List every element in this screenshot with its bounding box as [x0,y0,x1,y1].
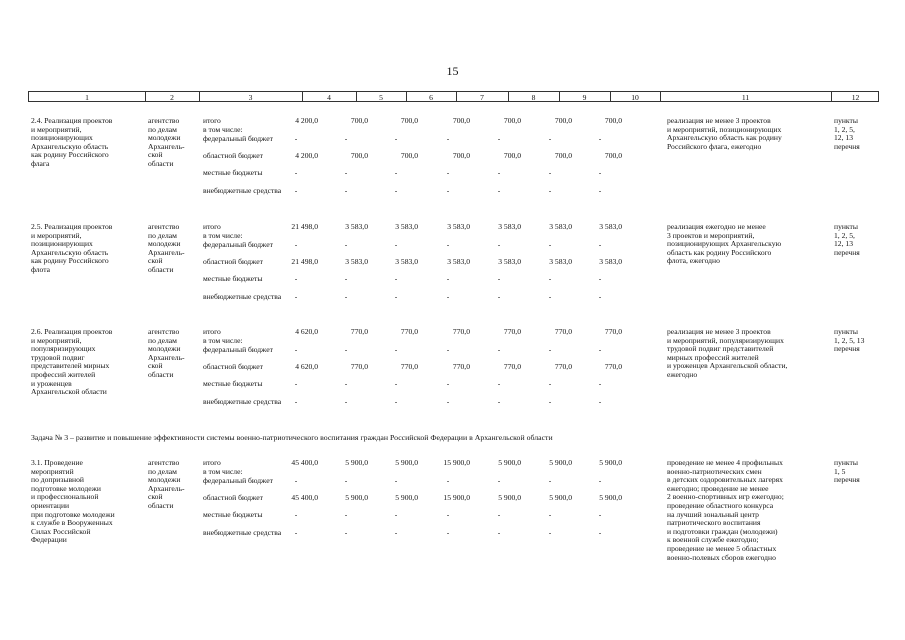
executor-line: ской [148,256,163,266]
total-value: 3 583,0 [549,222,572,231]
result-line: 2 военно-спортивных игр ежегодно; [667,492,784,502]
executor-line: области [148,370,174,379]
funding-source-label: местные бюджеты [203,379,263,388]
activity-name-line: и мероприятий, [31,230,82,240]
result-line: область как родину Российского [667,247,772,257]
list-points-line: 1, 2, 5, 13 [834,335,865,345]
funding-source-label: областной бюджет [203,362,263,371]
funding-source-label: областной бюджет [203,493,263,502]
funding-source-label: местные бюджеты [203,274,263,283]
federal-value: - [497,476,501,485]
extrabudget-value: - [446,186,450,195]
total-value: 770,0 [400,327,418,336]
funding-source-label: федеральный бюджет [203,134,273,143]
total-value: 3 583,0 [395,222,418,231]
header-col-6: 6 [429,93,433,102]
activity-name-line: Силах Российской [31,526,91,536]
activity-name-line: и профессиональной [31,492,99,502]
header-col-10: 10 [631,93,639,102]
activity-name-line: 2.4. Реализация проектов [31,116,113,125]
local-value: - [294,510,298,519]
local-value: - [294,379,298,388]
activity-name-line: подготовке молодежи [31,483,101,493]
regional-value: 700,0 [400,151,418,160]
funding-source-label: внебюджетные средства [203,292,282,301]
local-value: - [394,379,398,388]
regional-value: 770,0 [452,362,470,371]
local-value: - [548,510,552,519]
federal-value: - [344,345,348,354]
activity-name-line: по допризывной [31,475,84,485]
executor-line: молодежи [148,475,181,485]
header-col-3: 3 [248,93,253,102]
federal-value: - [497,240,501,249]
federal-value: - [294,134,298,143]
result-line: военно-патриотических смен [667,466,762,476]
local-value: - [548,168,552,177]
activity-name-line: как родину Российского [31,256,109,266]
funding-source-label: итого [203,458,221,467]
result-line: трудовой подвиг представителей [667,344,774,354]
federal-value: - [394,345,398,354]
header-col-11: 11 [741,93,750,102]
extrabudget-value: - [446,528,450,537]
federal-value: - [548,240,552,249]
regional-value: 770,0 [350,362,368,371]
total-value: 5 900,0 [395,458,418,467]
total-value: 700,0 [554,116,572,125]
executor-line: ской [148,492,163,502]
extrabudget-value: - [548,186,552,195]
result-line: и мероприятий, позиционирующих [667,124,782,134]
list-points-line: перечня [834,344,860,354]
executor-line: Архангель- [148,483,185,493]
executor-line: агентство [148,116,180,125]
list-points-line: 12, 13 [834,239,853,249]
extrabudget-value: - [548,528,552,537]
total-value: 5 900,0 [345,458,368,467]
federal-value: - [548,345,552,354]
local-value: - [446,274,450,283]
funding-source-label: в том числе: [203,335,243,345]
result-line: реализация ежегодно не менее [667,222,766,231]
extrabudget-value: - [497,397,501,406]
total-value: 4 620,0 [295,327,318,336]
total-value: 770,0 [350,327,368,336]
result-line: патриотического воспитания [667,518,761,528]
local-value: - [497,510,501,519]
executor-line: молодежи [148,239,181,249]
result-line: к военной службе ежегодно; [667,535,759,545]
activity-name-line: 2.5. Реализация проектов [31,222,113,231]
local-value: - [344,168,348,177]
regional-value: 21 498,0 [291,257,318,266]
result-line: проведение не менее 5 областных [667,544,777,553]
local-value: - [294,168,298,177]
regional-value: 3 583,0 [549,257,572,266]
regional-value: 4 200,0 [295,151,318,160]
executor-line: молодежи [148,344,181,354]
activity-name-line: ориентации [31,501,70,510]
list-points-line: 1, 5 [834,466,846,476]
list-points-line: 1, 2, 5, [834,230,855,240]
activity-name-line: и мероприятий, [31,124,82,134]
activity-name-line: Архангельской области [31,387,107,397]
total-value: 3 583,0 [345,222,368,231]
activity-name-line: и уроженцев [31,378,72,388]
funding-source-label: федеральный бюджет [203,345,273,354]
funding-source-label: местные бюджеты [203,510,263,519]
regional-value: 700,0 [452,151,470,160]
activity-name-line: 2.6. Реализация проектов [31,327,113,336]
result-line: и мероприятий, популяризирующих [667,335,784,345]
extrabudget-value: - [394,528,398,537]
federal-value: - [394,240,398,249]
list-points-line: пункты [834,116,858,125]
regional-value: 700,0 [604,151,622,160]
result-line: ежегодно [667,370,698,379]
funding-source-label: внебюджетные средства [203,397,282,406]
activity-name-line: популяризирующих [31,344,96,354]
funding-source-label: итого [203,327,221,336]
extrabudget-value: - [497,186,501,195]
total-value: 770,0 [554,327,572,336]
extrabudget-value: - [344,186,348,195]
funding-source-label: федеральный бюджет [203,476,273,485]
total-value: 3 583,0 [498,222,521,231]
result-line: и подготовки граждан (молодежи) [667,526,778,536]
federal-value: - [446,476,450,485]
federal-value: - [598,476,602,485]
executor-line: области [148,265,174,274]
activity-name-line: Архангельскую область [31,141,109,151]
local-value: - [598,168,602,177]
local-value: - [446,379,450,388]
list-points-line: 12, 13 [834,133,853,143]
total-value: 5 900,0 [498,458,521,467]
federal-value: - [446,134,450,143]
regional-value: 700,0 [350,151,368,160]
result-line: мирных профессий жителей [667,352,759,362]
local-value: - [446,168,450,177]
result-line: на лучший зональный центр [667,509,759,519]
executor-line: по делам [148,335,177,345]
local-value: - [394,168,398,177]
executor-line: Архангель- [148,247,185,257]
regional-value: 770,0 [400,362,418,371]
funding-source-label: местные бюджеты [203,168,263,177]
total-value: 21 498,0 [291,222,318,231]
federal-value: - [394,476,398,485]
extrabudget-value: - [598,397,602,406]
total-value: 700,0 [452,116,470,125]
local-value: - [394,510,398,519]
extrabudget-value: - [344,397,348,406]
list-points-line: перечня [834,141,860,151]
executor-line: по делам [148,466,177,476]
funding-source-label: федеральный бюджет [203,240,273,249]
total-value: 770,0 [604,327,622,336]
activity-name-line: 3.1. Проведение [31,458,83,467]
extrabudget-value: - [394,292,398,301]
local-value: - [497,379,501,388]
regional-value: 770,0 [554,362,572,371]
federal-value: - [394,134,398,143]
extrabudget-value: - [294,186,298,195]
extrabudget-value: - [294,397,298,406]
federal-value: - [497,345,501,354]
total-value: 770,0 [452,327,470,336]
extrabudget-value: - [446,292,450,301]
extrabudget-value: - [598,528,602,537]
extrabudget-value: - [497,528,501,537]
funding-source-label: в том числе: [203,124,243,134]
funding-source-label: внебюджетные средства [203,528,282,537]
regional-value: 3 583,0 [498,257,521,266]
executor-line: по делам [148,124,177,134]
federal-value: - [598,240,602,249]
regional-value: 5 900,0 [395,493,418,502]
federal-value: - [344,240,348,249]
regional-value: 5 900,0 [345,493,368,502]
total-value: 700,0 [350,116,368,125]
local-value: - [598,510,602,519]
table-header-row [28,91,879,102]
activity-name-line: позиционирующих [31,133,93,143]
federal-value: - [446,240,450,249]
total-value: 15 900,0 [443,458,470,467]
extrabudget-value: - [294,528,298,537]
executor-line: Архангель- [148,352,185,362]
activity-name-line: Архангельскую область [31,247,109,257]
activity-name-line: профессий жителей [31,370,96,379]
funding-source-label: итого [203,116,221,125]
list-points-line: 1, 2, 5, [834,124,855,134]
executor-line: по делам [148,230,177,240]
local-value: - [446,510,450,519]
executor-line: ской [148,361,163,371]
extrabudget-value: - [598,292,602,301]
funding-source-label: в том числе: [203,230,243,240]
result-line: Архангельскую область как родину [667,133,782,143]
regional-value: 3 583,0 [599,257,622,266]
federal-value: - [344,134,348,143]
funding-source-label: областной бюджет [203,257,263,266]
regional-value: 3 583,0 [395,257,418,266]
extrabudget-value: - [598,186,602,195]
total-value: 700,0 [400,116,418,125]
local-value: - [598,379,602,388]
federal-value: - [598,345,602,354]
federal-value: - [294,476,298,485]
executor-line: молодежи [148,133,181,143]
page-number: 15 [446,64,459,78]
local-value: - [344,379,348,388]
local-value: - [344,510,348,519]
result-line: проведение не менее 4 профильных [667,458,783,467]
executor-line: агентство [148,327,180,336]
header-col-5: 5 [379,93,383,102]
federal-value: - [294,345,298,354]
list-points-line: перечня [834,475,860,485]
list-points-line: пункты [834,222,858,231]
activity-name-line: позиционирующих [31,239,93,249]
activity-name-line: и мероприятий, [31,335,82,345]
result-line: в детских оздоровительных лагерях [667,475,783,485]
result-line: Российского флага, ежегодно [667,141,762,151]
result-line: флота, ежегодно [667,256,720,266]
federal-value: - [548,134,552,143]
total-value: 5 900,0 [549,458,572,467]
total-value: 770,0 [503,327,521,336]
extrabudget-value: - [446,397,450,406]
executor-line: агентство [148,222,180,231]
regional-value: 700,0 [554,151,572,160]
total-value: 700,0 [503,116,521,125]
list-points-line: перечня [834,247,860,257]
funding-source-label: внебюджетные средства [203,186,282,195]
regional-value: 770,0 [604,362,622,371]
regional-value: 700,0 [503,151,521,160]
result-line: проведение областного конкурса [667,501,774,510]
regional-value: 45 400,0 [291,493,318,502]
activity-name-line: Федерации [31,535,67,545]
regional-value: 3 583,0 [447,257,470,266]
extrabudget-value: - [344,528,348,537]
header-col-1: 1 [85,93,89,102]
local-value: - [548,379,552,388]
total-value: 3 583,0 [599,222,622,231]
local-value: - [497,274,501,283]
result-line: реализация не менее 3 проектов [667,116,771,125]
header-col-8: 8 [531,93,536,102]
header-col-12: 12 [851,93,860,102]
federal-value: - [344,476,348,485]
federal-value: - [497,134,501,143]
extrabudget-value: - [497,292,501,301]
local-value: - [598,274,602,283]
regional-value: 770,0 [503,362,521,371]
local-value: - [497,168,501,177]
executor-line: ской [148,150,163,160]
result-line: реализация не менее 3 проектов [667,327,771,336]
funding-source-label: областной бюджет [203,151,263,160]
federal-value: - [548,476,552,485]
extrabudget-value: - [394,186,398,195]
list-points-line: пункты [834,327,858,336]
total-value: 45 400,0 [291,458,318,467]
total-value: 4 200,0 [295,116,318,125]
regional-value: 5 900,0 [498,493,521,502]
task3-heading: Задача № 3 – развитие и повышение эффективности системы военно-патриотического воспитания граждан Российской Федерации в Архангельской области [31,433,553,442]
activity-name-line: как родину Российского [31,150,109,160]
executor-line: области [148,501,174,510]
activity-name-line: представителей мирных [31,361,110,371]
regional-value: 15 900,0 [443,493,470,502]
funding-source-label: итого [203,222,221,231]
local-value: - [294,274,298,283]
result-line: позиционирующих Архангельскую [667,239,782,249]
regional-value: 4 620,0 [295,362,318,371]
federal-value: - [446,345,450,354]
list-points-line: пункты [834,458,858,467]
header-col-9: 9 [582,93,587,102]
activity-name-line: флага [31,159,50,168]
executor-line: Архангель- [148,141,185,151]
activity-name-line: флота [31,265,50,274]
executor-line: агентство [148,458,180,467]
federal-value: - [598,134,602,143]
extrabudget-value: - [294,292,298,301]
activity-name-line: мероприятий [31,466,74,476]
regional-value: 5 900,0 [549,493,572,502]
local-value: - [344,274,348,283]
result-line: ежегодно; проведение не менее [667,483,769,493]
header-col-2: 2 [170,93,174,102]
activity-name-line: при подготовке молодежи [31,509,115,519]
extrabudget-value: - [548,292,552,301]
result-line: 3 проектов и мероприятий, [667,230,755,240]
local-value: - [394,274,398,283]
header-col-7: 7 [480,93,484,102]
executor-line: области [148,159,174,168]
result-line: и уроженцев Архангельской области, [667,361,788,371]
federal-value: - [294,240,298,249]
header-col-4: 4 [327,93,331,102]
extrabudget-value: - [344,292,348,301]
funding-source-label: в том числе: [203,466,243,476]
result-line: военно-полевых сборов ежегодно [667,552,776,562]
total-value: 5 900,0 [599,458,622,467]
regional-value: 3 583,0 [345,257,368,266]
activity-name-line: к службе в Вооруженных [31,518,113,528]
regional-value: 5 900,0 [599,493,622,502]
local-value: - [548,274,552,283]
activity-name-line: трудовой подвиг [31,352,85,362]
total-value: 700,0 [604,116,622,125]
extrabudget-value: - [548,397,552,406]
extrabudget-value: - [394,397,398,406]
total-value: 3 583,0 [447,222,470,231]
